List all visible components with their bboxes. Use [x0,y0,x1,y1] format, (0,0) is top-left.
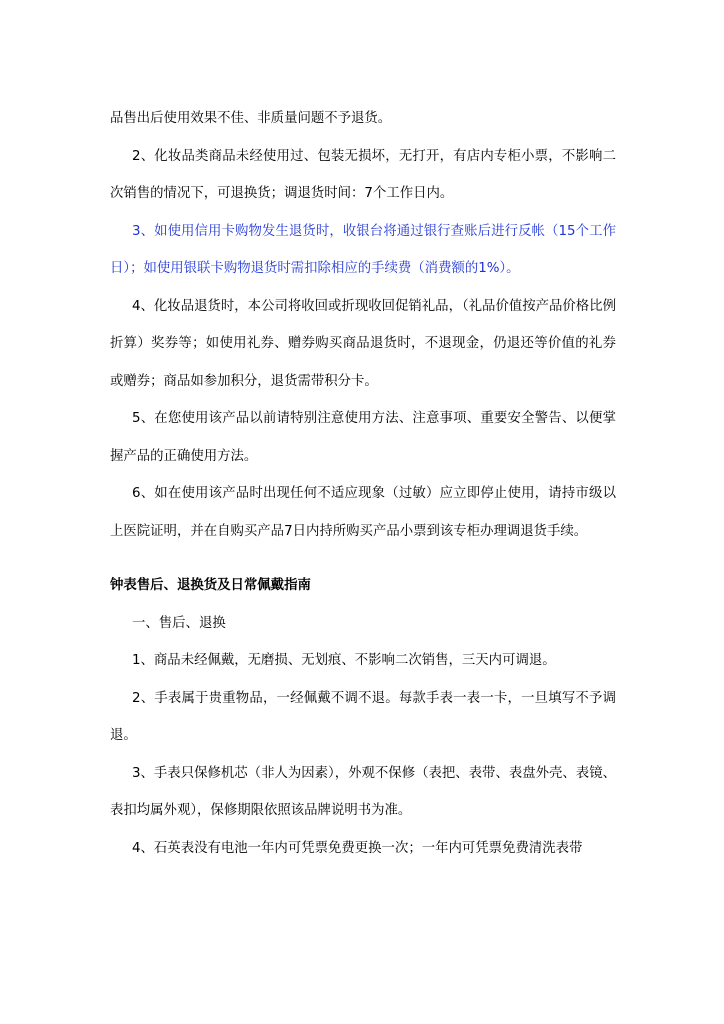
watch-item-3: 3、手表只保修机芯（非人为因素），外观不保修（表把、表带、表盘外壳、表镜、表扣均属外观），保修期限依照该品牌说明书为准。 [110,765,616,818]
paragraph-credit-card-refund: 3、如使用信用卡购物发生退货时，收银台将通过银行查账后进行反帐（15个工作日）；如使用银联卡购物退货时需扣除相应的手续费（消费额的1%）。 [110,223,616,276]
paragraph-cosmetics-item-2: 2、化妆品类商品未经使用过、包装无损坏，无打开，有店内专柜小票，不影响二次销售的情况下，可退换货；调退货时间：7个工作日内。 [110,148,616,201]
watch-item-4: 4、石英表没有电池一年内可凭票免费更换一次；一年内可凭票免费清洗表带 [132,840,583,856]
watch-item-1: 1、商品未经佩戴，无磨损、无划痕、不影响二次销售，三天内可调退。 [132,653,556,668]
section-heading-watches: 钟表售后、退换货及日常佩戴指南 [110,578,311,593]
subheading-after-sales: 一、售后、退换 [132,615,226,631]
paragraph-cosmetics-item-5: 5、在您使用该产品以前请特别注意使用方法、注意事项、重要安全警告、以便掌握产品的正确使用方法。 [110,411,616,464]
paragraph-return-policy-intro: 品售出后使用效果不佳、非质量问题不予退货。 [110,111,392,126]
document-page [110,100,616,867]
paragraph-cosmetics-item-4: 4、化妆品退货时，本公司将收回或折现收回促销礼品，（礼品价值按产品价格比例折算）奖券等；如使用礼券、赠券购买商品退货时，不退现金，仍退还等价值的礼券或赠券；商品如参加积分，退货需带积分卡。 [110,298,616,389]
watch-item-2: 2、手表属于贵重物品，一经佩戴不调不退。每款手表一表一卡，一旦填写不予调退。 [110,690,616,743]
paragraph-cosmetics-item-6: 6、如在使用该产品时出现任何不适应现象（过敏）应立即停止使用，请持市级以上医院证明，并在自购买产品7日内持所购买产品小票到该专柜办理调退货手续。 [110,486,616,539]
